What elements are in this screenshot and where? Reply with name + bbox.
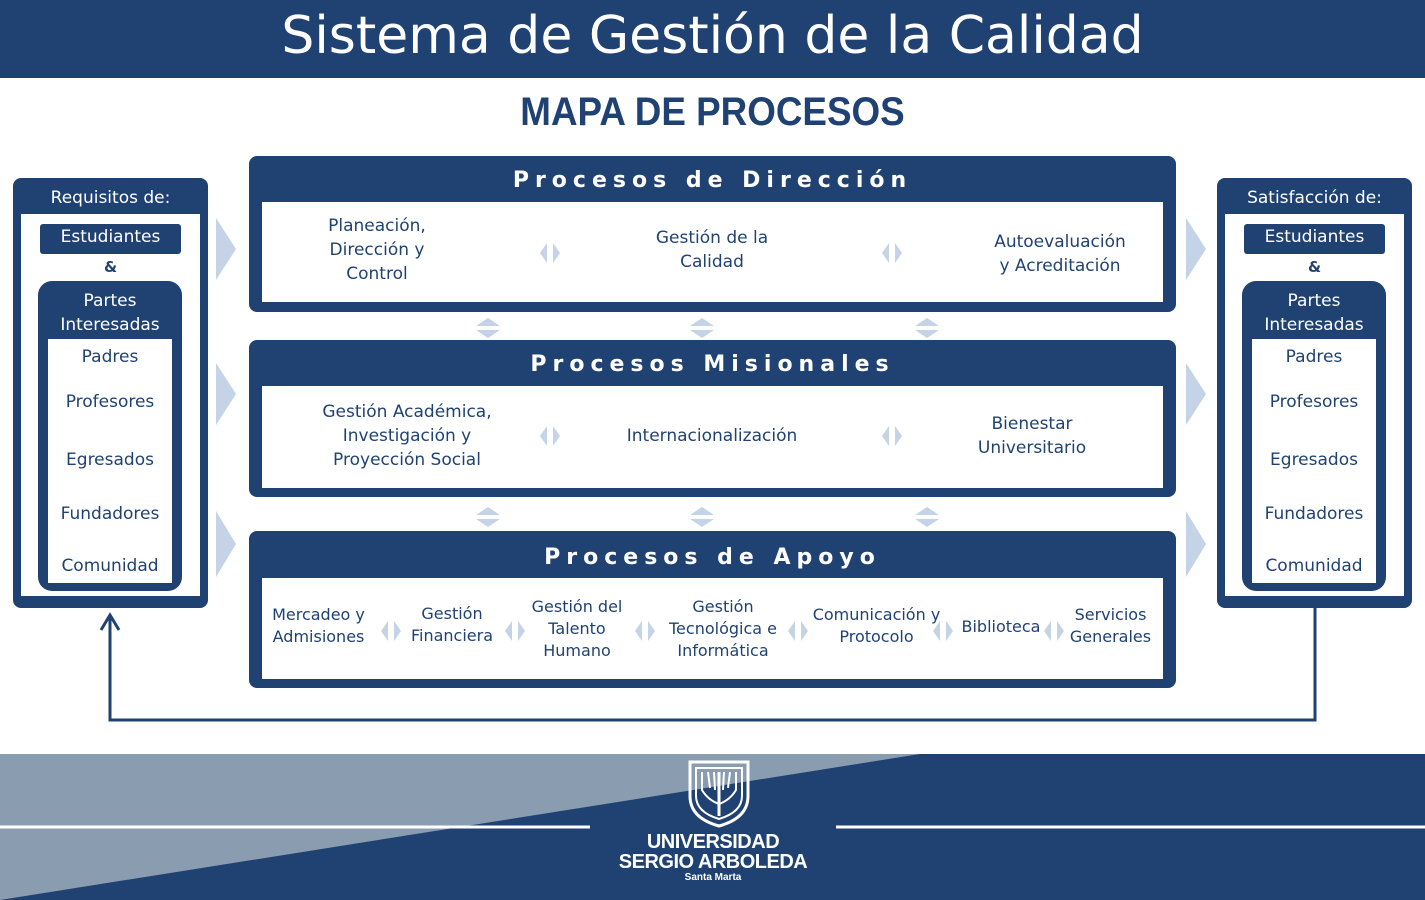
feedback-loop-arrow xyxy=(0,600,1425,730)
process-planning-line2: Dirección y xyxy=(329,240,425,260)
process-quality-line2: Calidad xyxy=(680,252,744,272)
process-talent-line3: Humano xyxy=(543,641,611,660)
mission-processes-box xyxy=(249,340,1176,497)
bidirectional-arrow-icon xyxy=(540,242,560,264)
left-ampersand: & xyxy=(103,258,118,276)
process-marketing-line1: Mercadeo y xyxy=(272,605,365,624)
right-stakeholder-item: Padres xyxy=(1285,347,1343,367)
process-internationalization xyxy=(602,424,822,448)
left-stakeholders-title-line1: Partes xyxy=(83,291,137,311)
flow-arrow-icon xyxy=(216,363,236,425)
vertical-bidirectional-arrow-icon xyxy=(476,507,500,527)
direction-processes-box xyxy=(249,156,1176,312)
process-academic-line3: Proyección Social xyxy=(333,450,481,470)
right-stakeholder-item: Profesores xyxy=(1269,392,1359,412)
process-financial-line2: Financiera xyxy=(410,626,494,645)
process-talent-line1: Gestión del xyxy=(531,597,623,616)
process-planning xyxy=(282,214,472,286)
process-university-welfare xyxy=(942,412,1122,460)
right-students-pill: Estudiantes xyxy=(1244,224,1385,254)
left-stakeholders-box xyxy=(38,281,182,591)
process-welfare-line1: Bienestar xyxy=(991,414,1073,434)
vertical-bidirectional-arrow-icon xyxy=(915,318,939,338)
right-stakeholder-item: Fundadores xyxy=(1264,504,1364,524)
process-planning-line3: Control xyxy=(346,264,408,284)
bidirectional-arrow-icon xyxy=(882,425,902,447)
process-services-line2: Generales xyxy=(1069,627,1152,646)
process-planning-line1: Planeación, xyxy=(328,216,426,236)
vertical-bidirectional-arrow-icon xyxy=(690,507,714,527)
right-panel-heading: Satisfacción de: xyxy=(1247,188,1382,208)
flow-arrow-icon xyxy=(1186,363,1206,425)
left-stakeholders-title-line2: Interesadas xyxy=(60,315,160,335)
right-stakeholders-title-line1: Partes xyxy=(1287,291,1341,311)
left-requirements-panel xyxy=(13,178,208,608)
left-stakeholder-item: Profesores xyxy=(65,392,155,412)
process-library-line1: Biblioteca xyxy=(961,617,1041,636)
left-stakeholders-list xyxy=(48,339,172,583)
logo-text-line1: UNIVERSIDAD xyxy=(646,831,780,853)
process-self-evaluation xyxy=(962,230,1158,278)
process-communication-line2: Protocolo xyxy=(839,627,914,646)
process-internationalization-line1: Internacionalización xyxy=(626,426,798,446)
right-stakeholder-item: Egresados xyxy=(1270,450,1358,470)
right-stakeholders-title xyxy=(1242,289,1386,337)
process-academic-management xyxy=(302,400,512,472)
mission-processes-inner xyxy=(262,386,1163,488)
right-stakeholders-box xyxy=(1242,281,1386,591)
process-technology-line1: Gestión xyxy=(692,597,754,616)
left-students-pill: Estudiantes xyxy=(40,224,181,254)
page-title: Sistema de Gestión de la Calidad xyxy=(281,6,1144,66)
university-logo-text xyxy=(590,832,836,884)
process-quality-line1: Gestión de la xyxy=(655,228,769,248)
right-stakeholder-item: Comunidad xyxy=(1265,556,1363,576)
left-stakeholder-item: Egresados xyxy=(66,450,154,470)
flow-arrow-icon xyxy=(1186,218,1206,280)
bidirectional-arrow-icon xyxy=(882,242,902,264)
right-stakeholders-title-line2: Interesadas xyxy=(1264,315,1364,335)
left-stakeholder-item: Fundadores xyxy=(60,504,160,524)
process-selfeval-line1: Autoevaluación xyxy=(994,232,1126,252)
process-technology-line3: Informática xyxy=(677,641,769,660)
flow-arrow-icon xyxy=(216,511,236,577)
right-stakeholders-list xyxy=(1252,339,1376,583)
vertical-bidirectional-arrow-icon xyxy=(476,318,500,338)
process-welfare-line2: Universitario xyxy=(977,438,1087,458)
left-stakeholder-item: Comunidad xyxy=(61,556,159,576)
right-ampersand: & xyxy=(1307,258,1322,276)
logo-text-line3: Santa Marta xyxy=(684,872,742,883)
flow-arrow-icon xyxy=(216,218,236,280)
direction-processes-inner xyxy=(262,202,1163,302)
right-satisfaction-panel xyxy=(1217,178,1412,608)
direction-processes-title: Procesos de Dirección xyxy=(512,168,913,193)
process-marketing-line2: Admisiones xyxy=(272,627,365,646)
page-subtitle: MAPA DE PROCESOS xyxy=(520,90,905,134)
left-stakeholders-title xyxy=(38,289,182,337)
support-processes-title: Procesos de Apoyo xyxy=(544,545,881,570)
process-services-line1: Servicios xyxy=(1074,605,1147,624)
process-academic-line1: Gestión Académica, xyxy=(322,402,492,422)
bidirectional-arrow-icon xyxy=(540,425,560,447)
process-communication-line1: Comunicación y xyxy=(812,605,941,624)
process-financial-line1: Gestión xyxy=(421,604,483,623)
logo-text-line2: SERGIO ARBOLEDA xyxy=(618,851,808,873)
left-panel-heading: Requisitos de: xyxy=(50,188,171,208)
process-quality-management xyxy=(617,226,807,274)
vertical-bidirectional-arrow-icon xyxy=(690,318,714,338)
mission-processes-title: Procesos Misionales xyxy=(530,352,895,377)
flow-arrow-icon xyxy=(1186,511,1206,577)
process-academic-line2: Investigación y xyxy=(342,426,472,446)
university-shield-logo-icon xyxy=(688,760,750,828)
left-stakeholder-item: Padres xyxy=(81,347,139,367)
process-technology-line2: Tecnológica e xyxy=(669,619,777,638)
process-talent-line2: Talento xyxy=(548,619,606,638)
vertical-bidirectional-arrow-icon xyxy=(915,507,939,527)
process-selfeval-line2: y Acreditación xyxy=(999,256,1121,276)
